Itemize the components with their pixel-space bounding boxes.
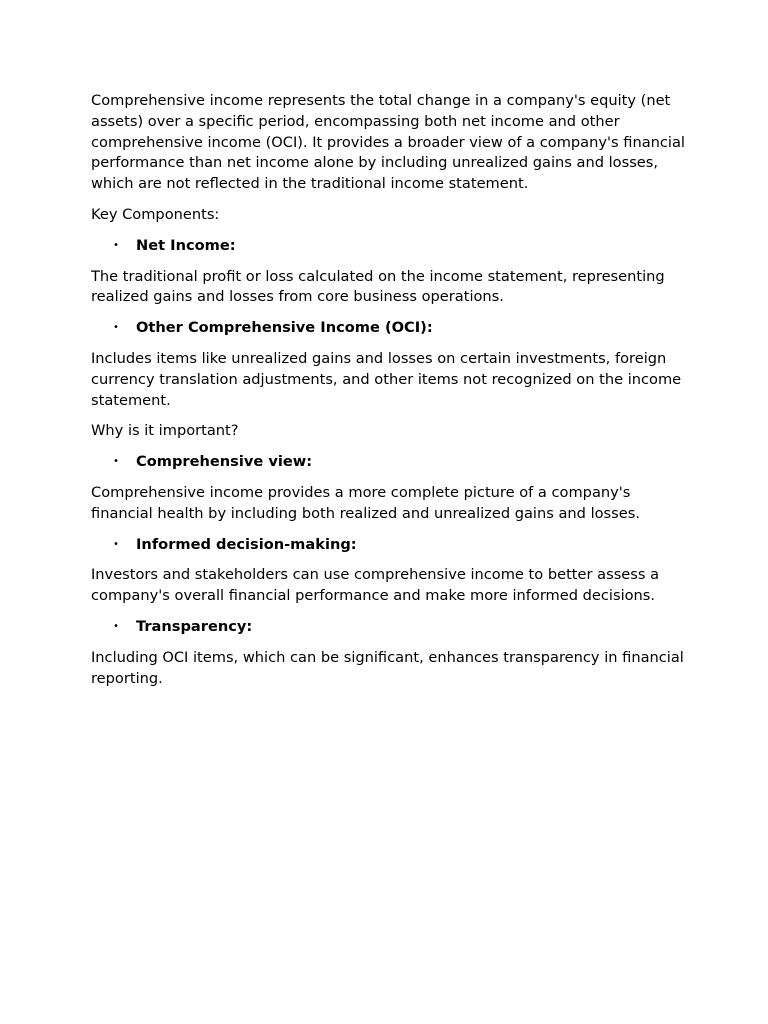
- net-income-description: The traditional profit or loss calculated on the income statement, representing realized gains and losses from core business operations.: [91, 267, 665, 306]
- bullet-item-net-income: [91, 236, 691, 257]
- intro-paragraph: Comprehensive income represents the total change in a company's equity (net assets) over a specific period, encompassing both net income and other comprehensive income (OCI). It provides a broader view of a company's financial performance than net income alone by including unrealized gains and losses, which are not reflected in the traditional income statement.: [91, 92, 685, 193]
- transparency-description: Including OCI items, which can be significant, enhances transparency in financial reporting.: [91, 648, 684, 687]
- bullet-icon: •: [113, 620, 119, 632]
- oci-description: Includes items like unrealized gains and losses on certain investments, foreign currency translation adjustments, and other items not recognized on the income statement.: [91, 349, 682, 409]
- bullet-item-oci: [91, 318, 691, 339]
- bullet-item-comprehensive-view: [91, 452, 691, 473]
- bullet-label: Comprehensive view:: [136, 453, 313, 471]
- bullet-label: Other Comprehensive Income (OCI):: [136, 319, 433, 337]
- informed-decision-making-description: Investors and stakeholders can use comprehensive income to better assess a company's overall financial performance and make more informed decisions.: [91, 566, 660, 605]
- bullet-label: Transparency:: [136, 617, 253, 635]
- comprehensive-view-description: Comprehensive income provides a more complete picture of a company's financial health by including both realized and unrealized gains and losses.: [91, 483, 640, 522]
- bullet-item-transparency: [91, 617, 691, 638]
- bullet-item-informed-decision-making: [91, 535, 691, 556]
- bullet-label: Net Income:: [136, 236, 236, 254]
- bullet-icon: •: [113, 456, 119, 468]
- key-components-heading: Key Components:: [91, 205, 220, 223]
- bullet-label: Informed decision-making:: [136, 535, 357, 553]
- bullet-icon: •: [113, 538, 119, 550]
- bullet-icon: •: [113, 322, 119, 334]
- bullet-icon: •: [113, 239, 119, 251]
- importance-heading: Why is it important?: [91, 422, 239, 440]
- document-page: [91, 91, 691, 699]
